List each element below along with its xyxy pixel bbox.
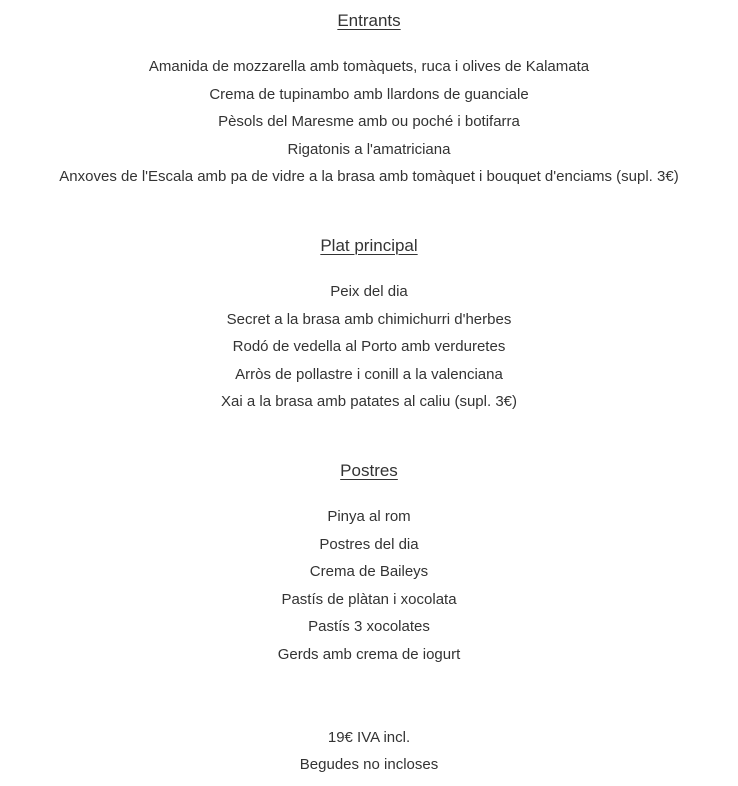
menu-item: Pastís de plàtan i xocolata <box>281 590 457 608</box>
section-title-postres: Postres <box>340 460 398 480</box>
menu-footer <box>0 724 738 779</box>
menu-item: Rigatonis a l'amatriciana <box>287 140 451 158</box>
menu-item: Anxoves de l'Escala amb pa de vidre a la brasa amb tomàquet i bouquet d'enciams (supl. 3€) <box>59 168 679 186</box>
section-postres <box>0 459 738 669</box>
menu-item: Secret a la brasa amb chimichurri d'herbes <box>226 310 512 328</box>
menu-item: Rodó de vedella al Porto amb verduretes <box>232 338 506 356</box>
footer-drinks: Begudes no incloses <box>299 756 439 774</box>
menu-item: Peix del dia <box>330 282 408 300</box>
menu-item: Pastís 3 xocolates <box>308 618 430 636</box>
section-entrants <box>0 9 738 191</box>
menu-item: Xai a la brasa amb patates al caliu (supl. 3€) <box>221 393 517 411</box>
menu-item: Crema de tupinambo amb llardons de guanciale <box>209 85 529 103</box>
section-title-plat-principal: Plat principal <box>320 235 418 255</box>
menu-item: Pinya al rom <box>327 507 411 525</box>
footer-price: 19€ IVA incl. <box>327 728 411 746</box>
section-title-entrants: Entrants <box>337 11 401 30</box>
menu-item: Pèsols del Maresme amb ou poché i botifarra <box>218 113 520 131</box>
menu-item: Arròs de pollastre i conill a la valenciana <box>235 365 503 383</box>
menu-item: Amanida de mozzarella amb tomàquets, ruca i olives de Kalamata <box>148 58 590 75</box>
menu-item: Postres del dia <box>319 535 419 553</box>
menu-item: Gerds amb crema de iogurt <box>277 645 461 663</box>
menu-item: Crema de Baileys <box>309 563 429 581</box>
section-plat-principal <box>0 234 738 416</box>
